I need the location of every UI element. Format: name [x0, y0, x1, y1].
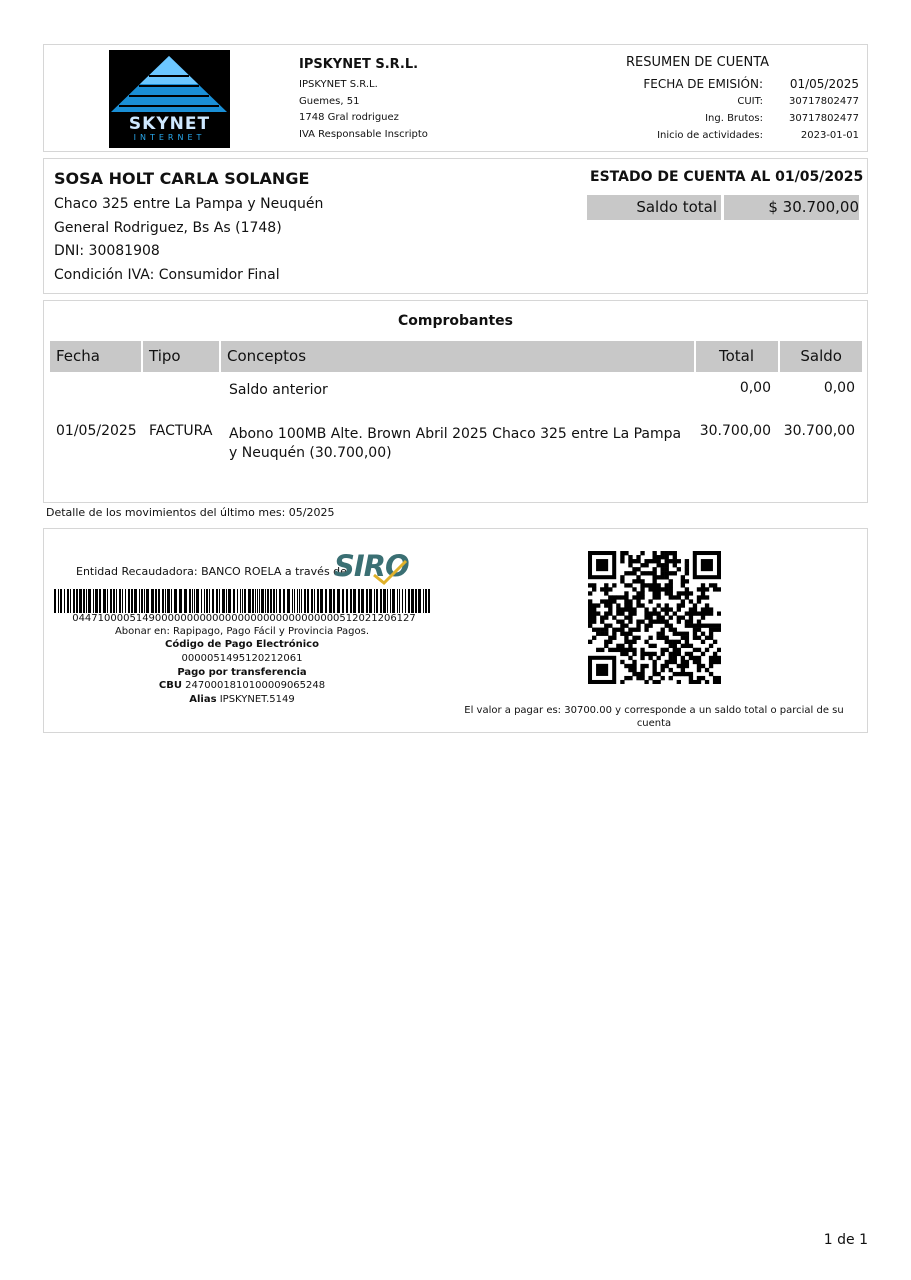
siro-logo-text: SIRO [334, 549, 409, 583]
ing-brutos-label: Ing. Brutos: [705, 113, 763, 124]
company-city: 1748 Gral rodriguez [299, 112, 399, 123]
barcode [54, 589, 432, 613]
alias-label: Alias [189, 694, 217, 705]
fecha-emision-label: FECHA DE EMISIÓN: [643, 77, 763, 91]
payment-section [43, 528, 868, 733]
col-header-total: Total [696, 341, 778, 372]
checkmark-icon [370, 557, 410, 587]
qr-code [588, 551, 721, 684]
client-dni: DNI: 30081908 [54, 243, 160, 259]
logo-text: SKYNET [128, 114, 211, 134]
siro-logo [334, 549, 409, 583]
detalle-movimientos: Detalle de los movimientos del último mes: 05/2025 [46, 506, 335, 519]
skynet-logo [109, 50, 230, 148]
client-section [43, 158, 868, 294]
ing-brutos-value: 30717802477 [789, 113, 859, 124]
alias-value: IPSKYNET.5149 [219, 694, 295, 705]
client-address: Chaco 325 entre La Pampa y Neuquén [54, 196, 324, 212]
logo-subtext: INTERNET [133, 133, 206, 142]
page-number: 1 de 1 [823, 1232, 868, 1248]
col-header-conceptos: Conceptos [221, 341, 694, 372]
entidad-recaudadora: Entidad Recaudadora: BANCO ROELA a través de [76, 565, 347, 578]
fecha-emision-value: 01/05/2025 [789, 77, 859, 91]
codigo-pago-label: Código de Pago Electrónico [165, 639, 319, 650]
company-line: IPSKYNET S.R.L. [299, 79, 378, 90]
transferencia-label: Pago por transferencia [177, 667, 307, 678]
row-concepto: Saldo anterior [229, 382, 328, 398]
cuit-value: 30717802477 [789, 96, 859, 107]
client-name: SOSA HOLT CARLA SOLANGE [54, 169, 310, 188]
barcode-number: 0447100005149000000000000000000000000000005120212061​27 [72, 613, 416, 624]
saldo-total-label-cell [587, 195, 721, 220]
header-section [43, 44, 868, 152]
row-saldo: 0,00 [823, 380, 855, 396]
estado-cuenta-title: ESTADO DE CUENTA AL 01/05/2025 [590, 169, 864, 185]
col-header-fecha: Fecha [50, 341, 141, 372]
saldo-total-value: $ 30.700,00 [768, 198, 859, 216]
row-tipo: FACTURA [149, 423, 213, 439]
cuit-label: CUIT: [737, 96, 763, 107]
cbu-label: CBU [158, 680, 182, 691]
cbu-value: 2470001810100009065248 [185, 680, 326, 691]
saldo-total-label: Saldo total [636, 198, 717, 216]
row-total: 30.700,00 [699, 423, 771, 439]
cbu-line [92, 680, 392, 691]
inicio-actividades-label: Inicio de actividades: [657, 130, 763, 141]
resumen-title: RESUMEN DE CUENTA [626, 55, 770, 70]
alias-line [92, 694, 392, 705]
row-concepto: Abono 100MB Alte. Brown Abril 2025 Chaco 325 entre La Pampa y Neuquén (30.700,00) [229, 426, 682, 461]
company-iva: IVA Responsable Inscripto [299, 129, 428, 140]
row-fecha: 01/05/2025 [56, 423, 137, 439]
row-total: 0,00 [739, 380, 771, 396]
company-name: IPSKYNET S.R.L. [299, 57, 419, 72]
row-saldo: 30.700,00 [783, 423, 855, 439]
comprobantes-section [43, 300, 868, 503]
comprobantes-title: Comprobantes [398, 313, 513, 329]
col-header-saldo: Saldo [780, 341, 862, 372]
col-header-tipo: Tipo [143, 341, 219, 372]
inicio-actividades-value: 2023-01-01 [800, 130, 859, 141]
abonar-en: Abonar en: Rapipago, Pago Fácil y Provincia Pagos. [114, 626, 370, 637]
codigo-pago-value: 0000051495120212061 [181, 653, 303, 664]
saldo-total-value-cell [724, 195, 859, 220]
company-address: Guemes, 51 [299, 96, 360, 107]
client-iva: Condición IVA: Consumidor Final [54, 267, 280, 283]
valor-a-pagar-note: El valor a pagar es: 30700.00 y corresponde a un saldo total o parcial de su cuenta [464, 705, 844, 729]
client-city: General Rodriguez, Bs As (1748) [54, 220, 282, 236]
